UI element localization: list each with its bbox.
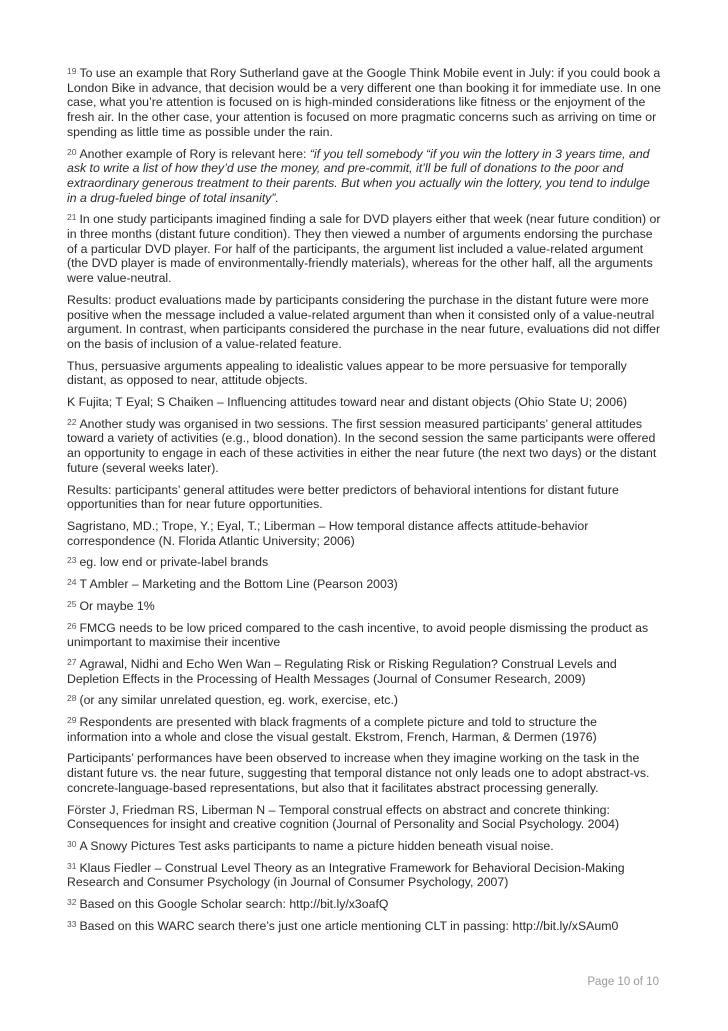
footnote-text: eg. low end or private-label brands	[79, 555, 269, 570]
footnote-text: Another example of Rory is relevant here:	[79, 146, 310, 161]
page-number: Page 10 of 10	[587, 976, 659, 988]
footnote-number: 22	[67, 416, 77, 427]
footnote-number: 32	[67, 897, 77, 908]
footnote-number: 33	[67, 918, 77, 929]
footnote-number: 28	[67, 693, 77, 704]
footnote-text: Based on this Google Scholar search: http://bit.ly/x3oafQ	[79, 897, 389, 912]
footnote-25	[67, 599, 661, 614]
footnote-text: Or maybe 1%	[79, 598, 155, 613]
footnote-33	[67, 919, 661, 934]
footnote-number: 19	[67, 66, 77, 76]
footnote-text: In one study participants imagined finding a sale for DVD players either that week (near future condition) or in three months (distant future condition). They then viewed a number of arguments endorsing the purchase of a particular DVD player. For half of the participants, the argument list included a value-related argument (the DVD player is made of environmentally-friendly materials), whereas for the other half, all the arguments were value-neutral.	[67, 212, 661, 286]
footnote-text: (or any similar unrelated question, eg. work, exercise, etc.)	[79, 693, 398, 708]
footnote-number: 23	[67, 555, 77, 566]
footnote-21	[67, 212, 661, 286]
footnote-text: Klaus Fiedler – Construal Level Theory as an Integrative Framework for Behavioral Decision-Making Research and Consumer Psychology (in Journal of Consumer Psychology, 2007)	[67, 860, 625, 890]
footnote-number: 21	[67, 212, 77, 223]
footnote-22	[67, 417, 661, 476]
footnote-21-results: Results: product evaluations made by participants considering the purchase in the distant future were more positive when the message included a value-related argument than when it consisted only of a value-neutral argument. In contrast, when participants considered the purchase in the near future, evaluations did not differ on the basis of inclusion of a value-related feature.	[67, 292, 661, 351]
footnote-number: 30	[67, 838, 77, 849]
footnote-32	[67, 897, 661, 912]
footnote-20	[67, 147, 661, 206]
footnotes-page	[67, 66, 661, 940]
footnote-number: 29	[67, 715, 77, 726]
footnote-22-results: Results: participants’ general attitudes were better predictors of behavioral intentions for distant future opportunities than for near future opportunities.	[67, 482, 619, 512]
footnote-number: 31	[67, 860, 77, 871]
footnote-24	[67, 577, 661, 592]
footnote-number: 24	[67, 577, 77, 588]
footnote-19	[67, 66, 661, 140]
footnote-21-conclusion: Thus, persuasive arguments appealing to idealistic values appear to be more persuasive for temporally distant, as opposed to near, attitude objects.	[67, 358, 627, 388]
footnote-23	[67, 555, 661, 570]
footnote-28	[67, 693, 661, 708]
footnote-text: Respondents are presented with black fragments of a complete picture and told to structure the information into a whole and close the visual gestalt. Ekstrom, French, Harman, & Dermen (1976)	[67, 715, 597, 744]
footnote-30	[67, 839, 661, 854]
footnote-text: A Snowy Pictures Test asks participants to name a picture hidden beneath visual noise.	[79, 838, 554, 853]
footnote-29-paragraph: Participants’ performances have been observed to increase when they imagine working on the task in the distant future vs. the near future, suggesting that temporal distance not only leads one to adopt abstract-vs. concrete-language-based representations, but also that it facilitates abstract processing generally.	[67, 751, 650, 795]
footnote-26	[67, 621, 661, 650]
footnote-text: Another study was organised in two sessions. The first session measured participants’ general attitudes toward a variety of activities (e.g., blood donation). In the second session the same participants were offered an opportunity to engage in each of these activities in either the near future (the next two days) or the distant future (several weeks later).	[67, 416, 657, 475]
footnote-number: 20	[67, 146, 77, 157]
footnote-number: 26	[67, 620, 77, 631]
footnote-29-source: Förster J, Friedman RS, Liberman N – Temporal construal effects on abstract and concrete thinking: Consequences for insight and creative cognition (Journal of Personality and Social Psychology. 2004)	[67, 802, 620, 832]
footnote-text: Agrawal, Nidhi and Echo Wen Wan – Regulating Risk or Risking Regulation? Construal Levels and Depletion Effects in the Processing of Health Messages (Journal of Consumer Research, 2009)	[67, 656, 617, 686]
footnote-text: FMCG needs to be low priced compared to the cash incentive, to avoid people dismissing the product as unimportant to maximise their incentive	[67, 620, 649, 650]
footnote-22-source: Sagristano, MD.; Trope, Y.; Eyal, T.; Liberman – How temporal distance affects attitude-behavior correspondence (N. Florida Atlantic University; 2006)	[67, 518, 589, 548]
footnote-27	[67, 657, 661, 686]
footnote-text: To use an example that Rory Sutherland gave at the Google Think Mobile event in July: if you could book a London Bike in advance, that decision would be a very different one than booking it for immediate use. In one case, what you’re attention is focused on is high-minded considerations like fitness or the enjoyment of the fresh air. In the other case, your attention is focused on more pragmatic concerns such as arriving on time or spending as little time as possible under the rain.	[67, 66, 661, 139]
footnote-text: Based on this WARC search there’s just one article mentioning CLT in passing: http://bit.ly/xSAum0	[79, 918, 619, 933]
footnote-21-source: K Fujita; T Eyal; S Chaiken – Influencing attitudes toward near and distant objects (Ohio State U; 2006)	[67, 395, 628, 410]
footnote-text: T Ambler – Marketing and the Bottom Line (Pearson 2003)	[79, 577, 398, 592]
footnote-quote: “if you tell somebody “if you win the lottery in 3 years time, and ask to write a list of how they’d use the money, and pre-commit, it’ll be full of donations to the poor and extraordinary generous treatment to their parents. But when you actually win the lottery, you tend to indulge in a drug-fueled binge of total insanity”.	[67, 146, 650, 205]
footnote-29	[67, 715, 661, 744]
footnote-number: 27	[67, 656, 77, 667]
footnote-31	[67, 861, 661, 890]
footnote-number: 25	[67, 598, 77, 609]
